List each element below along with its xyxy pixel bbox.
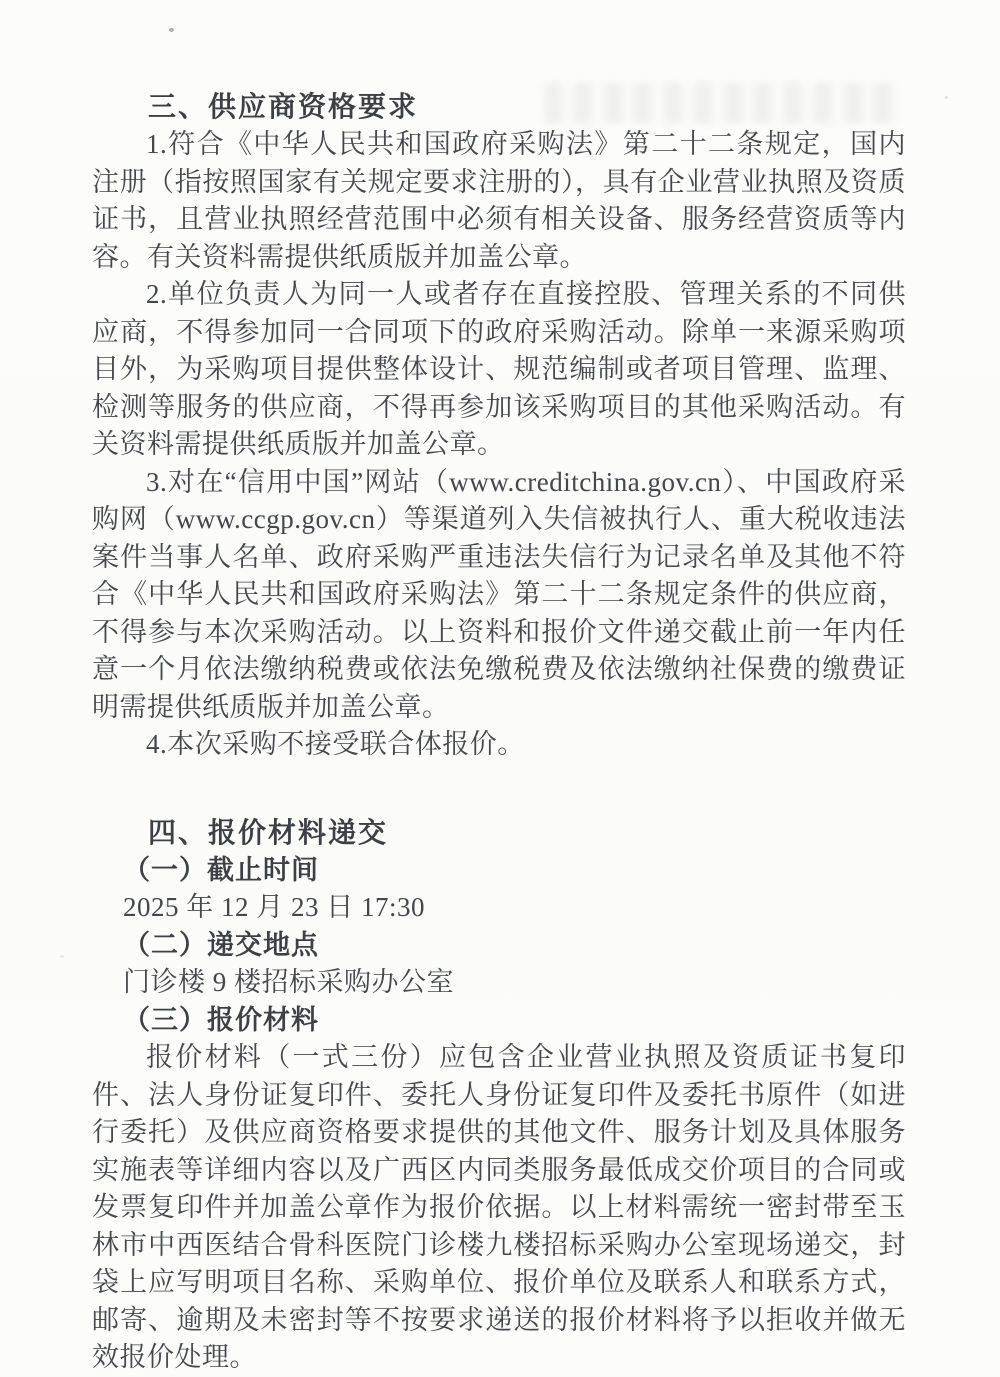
subheading-deadline: （一）截止时间 bbox=[123, 854, 320, 885]
clause-paragraph-same-responsible-person: 2.单位负责人为同一人或者存在直接控股、管理关系的不同供应商，不得参加同一合同项下的政府采购活动。除单一来源采购项目外，为采购项目提供整体设计、规范编制或者项目管理、监理、检测等服务的供应商，不得再参加该采购项目的其他采购活动。有关资料需提供纸质版并加盖公章。 bbox=[92, 279, 906, 459]
section-heading-supplier-qualifications: 三、供应商资格要求 bbox=[148, 91, 419, 122]
clause-paragraph-credit-china-blacklist: 3.对在“信用中国”网站（www.creditchina.gov.cn）、中国政府采购网（www.ccgp.gov.cn）等渠道列入失信被执行人、重大税收违法案件当事人名单、政府采购严重违法失信行为记录名单及其他不符合《中华人民共和国政府采购法》第二十二条规定条件的供应商，不得参与本次采购活动。以上资料和报价文件递交截止前一年内任意一个月依法缴纳税费或依法免缴税费及依法缴纳社保费的缴费证明需提供纸质版并加盖公章。 bbox=[92, 466, 906, 722]
scan-speck-artifact bbox=[945, 96, 948, 99]
clause-paragraph-registration-requirement: 1.符合《中华人民共和国政府采购法》第二十二条规定，国内注册（指按照国家有关规定要求注册的），具有企业营业执照及资质证书，且营业执照经营范围中必须有相关设备、服务经营资质等内容。有关资料需提供纸质版并加盖公章。 bbox=[92, 129, 906, 272]
subheading-quotation-materials: （三）报价材料 bbox=[123, 1004, 320, 1035]
scan-speck-artifact bbox=[60, 955, 64, 958]
subheading-submission-location: （二）递交地点 bbox=[123, 929, 320, 960]
document-text-block bbox=[92, 88, 906, 1377]
scan-speck-artifact bbox=[169, 28, 174, 32]
section-heading-quotation-submission: 四、报价材料递交 bbox=[148, 816, 389, 848]
clause-paragraph-quotation-materials-detail: 报价材料（一式三份）应包含企业营业执照及资质证书复印件、法人身份证复印件、委托人身份证复印件及委托书原件（如进行委托）及供应商资格要求提供的其他文件、服务计划及具体服务实施表等详细内容以及广西区内同类服务最低成交价项目的合同或发票复印件并加盖公章作为报价依据。以上材料需统一密封带至玉林市中西医结合骨科医院门诊楼九楼招标采购办公室现场递交，封袋上应写明项目名称、采购单位、报价单位及联系人和联系方式，邮寄、逾期及未密封等不按要求递送的报价材料将予以拒收并做无效报价处理。 bbox=[92, 1042, 906, 1372]
submission-location-value: 门诊楼 9 楼招标采购办公室 bbox=[123, 967, 455, 997]
clause-paragraph-no-consortium-bids: 4.本次采购不接受联合体报价。 bbox=[146, 729, 525, 759]
deadline-datetime-value: 2025 年 12 月 23 日 17:30 bbox=[123, 892, 426, 922]
